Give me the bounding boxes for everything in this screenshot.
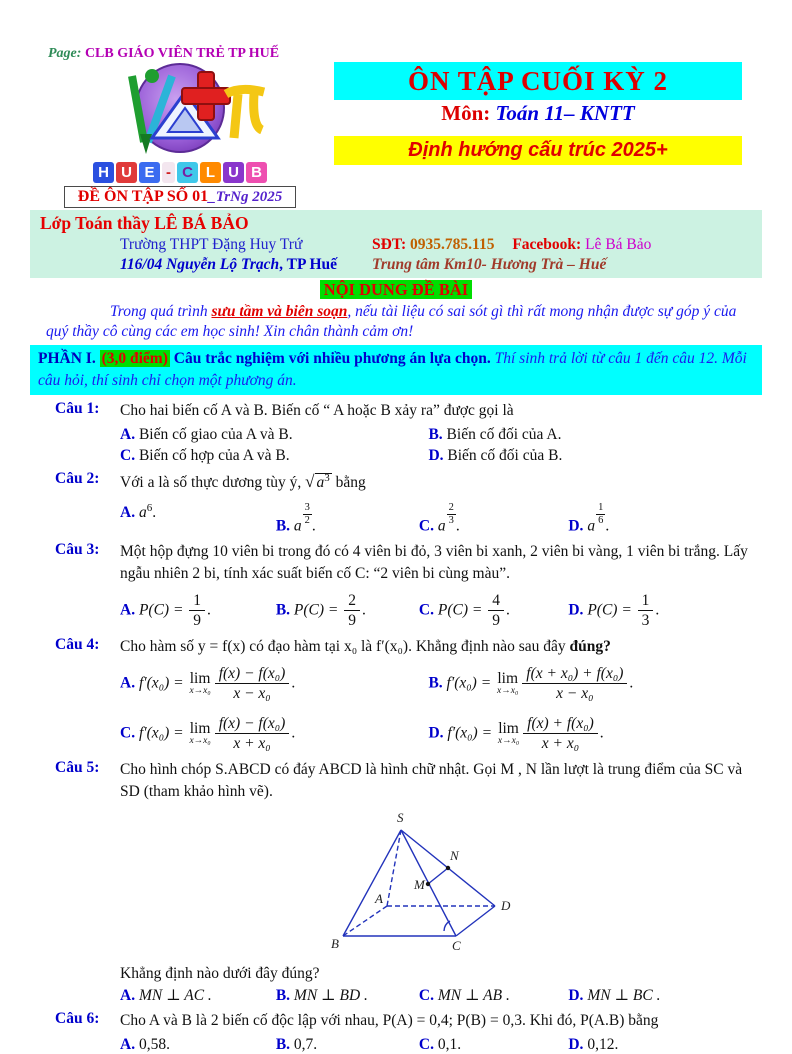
- question-4-text: Cho hàm số y = f(x) có đạo hàm tại x₀ là f′(x₀). Khẳng định nào sau đây đúng?: [120, 637, 611, 655]
- question-5-subtext: Khẳng định nào dưới đây đúng?: [120, 964, 320, 982]
- q5-option-a: A. MN ⊥ AC .: [120, 986, 212, 1004]
- vertex-label-D: D: [501, 897, 511, 913]
- facebook-label: Facebook:: [512, 236, 582, 253]
- q2-option-c: C. a $\frac{2}{3}$ .: [418, 502, 460, 535]
- subject-name: Toán 11– KNTT: [495, 101, 635, 125]
- content-header: [30, 280, 762, 300]
- exam-number-suffix: _TrNg 2025: [208, 189, 283, 205]
- math-club-logo-icon: [80, 64, 280, 156]
- intro-paragraph: Trong quá trình sưu tầm và biên soạn, nếu tài liệu có sai sót gì thì rất mong nhận được sự góp ý của quý thầy cô cùng các em học sinh! Xin chân thành cảm ơn!: [46, 303, 737, 341]
- q5-option-c: C. MN ⊥ AB .: [418, 986, 510, 1004]
- exam-number-box: [64, 186, 296, 208]
- sqrt-expression: √ $a^3$: [305, 471, 330, 491]
- q6-option-a: A. 0,58.: [120, 1036, 170, 1053]
- q3-option-b: B. P(C) = $\frac{2}{9}$ .: [275, 591, 366, 630]
- point-label-M: M: [414, 876, 425, 892]
- part1-points: (3,0 điểm): [101, 349, 168, 367]
- pyramid-diagram-icon: [313, 808, 563, 958]
- q1-option-c: C. Biến cố hợp của A và B.: [120, 446, 290, 464]
- hue-club-letters: [80, 162, 280, 183]
- vertex-label-A: A: [375, 890, 383, 906]
- page-label: Page:: [48, 46, 82, 61]
- school-row: [40, 236, 752, 254]
- q3-option-a: A. P(C) = $\frac{1}{9}$ .: [120, 591, 211, 630]
- q3-option-c: C. P(C) = $\frac{4}{9}$ .: [418, 591, 510, 630]
- question-2-text: Với a là số thực dương tùy ý, √ $a^3$ bằng: [120, 471, 366, 491]
- q4-option-a: A. f′(x₀) = lim x→x₀ $\frac{\text{f(x) − f(x₀)}}{\text{x − x₀}}$ .: [120, 665, 296, 703]
- question-4: [30, 636, 762, 754]
- phone-group: [372, 236, 651, 254]
- q6-option-d: D. 0,12.: [568, 1036, 619, 1053]
- question-1-number: Câu 1:: [55, 400, 100, 418]
- letter-block: -: [162, 162, 175, 183]
- question-5-text: Cho hình chóp S.ABCD có đáy ABCD là hình chữ nhật. Gọi M , N lần lượt là trung điểm của SC và SD (tham khảo hình vẽ).: [120, 760, 743, 801]
- question-3-text: Một hộp đựng 10 viên bi trong đó có 4 viên bi đỏ, 3 viên bi xanh, 2 viên bi vàng, 1 viên bi trắng. Lấy ngẫu nhiên 2 bi, tính xác suất biến cố C: “2 viên bi cùng màu”.: [120, 542, 748, 583]
- q6-option-b: B. 0,7.: [275, 1036, 318, 1053]
- question-1-text: Cho hai biến cố A và B. Biến cố “ A hoặc B xảy ra” được gọi là: [120, 402, 514, 420]
- q2-option-d: D. a $\frac{1}{6}$ .: [568, 502, 610, 535]
- question-2: [30, 470, 762, 536]
- question-6-number: Câu 6:: [55, 1009, 100, 1027]
- q1-option-d: D. Biến cố đối của B.: [428, 446, 563, 464]
- letter-block: U: [223, 162, 244, 183]
- letter-block: L: [200, 162, 221, 183]
- question-3: [30, 541, 762, 631]
- school-name: Trường THPT Đặng Huy Trứ: [120, 236, 303, 253]
- letter-block: E: [139, 162, 160, 183]
- pyramid-figure: [120, 808, 756, 963]
- center-address: Trung tâm Km10- Hương Trà – Huế: [372, 256, 607, 273]
- vertex-label-C: C: [452, 937, 461, 953]
- pi-icon: [226, 89, 264, 138]
- letter-block: U: [116, 162, 137, 183]
- question-6-text: Cho A và B là 2 biến cố độc lập với nhau, P(A) = 0,4; P(B) = 0,3. Khi đó, P(A.B) bằng: [120, 1011, 659, 1029]
- address-row: [40, 256, 752, 274]
- question-2-number: Câu 2:: [55, 469, 100, 487]
- point-label-N: N: [450, 847, 459, 863]
- orientation-text: Định hướng cấu trúc 2025+: [408, 139, 668, 161]
- header-right: [330, 46, 762, 208]
- class-name: Lớp Toán thầy LÊ BÁ BẢO: [40, 213, 249, 233]
- part1-label: PHẦN I.: [38, 349, 96, 367]
- question-5-number: Câu 5:: [55, 758, 100, 776]
- letter-block: B: [246, 162, 267, 183]
- part1-banner: [30, 345, 762, 395]
- club-name: CLB GIÁO VIÊN TRẺ TP HUẾ: [84, 46, 280, 61]
- orientation-banner: [334, 136, 742, 165]
- facebook-page-line: [48, 46, 330, 62]
- q4-option-d: D. f′(x₀) = lim x→x₀ $\frac{\text{f(x) + f(x₀)}}{\text{x + x₀}}$ .: [428, 714, 604, 753]
- vertex-label-B: B: [331, 935, 339, 951]
- letter-block: H: [93, 162, 114, 183]
- q2-option-a: A. $a^6$.: [120, 502, 157, 522]
- q5-option-b: B. MN ⊥ BD .: [275, 986, 368, 1004]
- intro-highlight: sưu tầm và biên soạn: [211, 303, 348, 320]
- facebook-name: Lê Bá Bảo: [585, 236, 652, 253]
- phone-label: SĐT:: [372, 236, 407, 253]
- q1-option-b: B. Biến cố đối của A.: [428, 425, 562, 443]
- part1-instruction-bold: Câu trắc nghiệm với nhiều phương án lựa chọn.: [169, 349, 495, 367]
- title-banner: [334, 62, 742, 100]
- q1-option-a: A. Biến cố giao của A và B.: [120, 425, 293, 443]
- phone-number: 0935.785.115: [410, 236, 495, 253]
- q4-option-b: B. f′(x₀) = lim x→x₀ $\frac{\text{f(x + x₀) + f(x₀)}}{\text{x − x₀}}$ .: [428, 665, 634, 703]
- part1-instruction-italic: Thí sinh trả lời từ câu 1 đến câu 12. Mỗi câu hỏi, thí sinh chỉ chọn một phương án.: [38, 349, 747, 389]
- subject-label: Môn:: [441, 101, 491, 125]
- club-logo: [80, 64, 280, 183]
- address: 116/04 Nguyễn Lộ Trạch, TP Huế: [120, 256, 338, 273]
- exam-number: ĐỀ ÔN TẬP SỐ 01: [77, 188, 209, 205]
- page-header: [30, 46, 762, 208]
- letter-block: C: [177, 162, 198, 183]
- q3-option-d: D. P(C) = $\frac{1}{3}$ .: [568, 591, 660, 630]
- question-3-number: Câu 3:: [55, 540, 100, 558]
- vertex-label-S: S: [397, 809, 404, 825]
- q4-option-c: C. f′(x₀) = lim x→x₀ $\frac{\text{f(x) − f(x₀)}}{\text{x + x₀}}$ .: [120, 714, 296, 753]
- content-header-label: NỘI DUNG ĐỀ BÀI: [320, 280, 472, 299]
- header-left: [30, 46, 330, 208]
- exam-title: ÔN TẬP CUỐI KỲ 2: [407, 66, 669, 96]
- question-4-number: Câu 4:: [55, 635, 100, 653]
- q2-option-b: B. a $\frac{3}{2}$ .: [275, 502, 316, 535]
- q6-option-c: C. 0,1.: [418, 1036, 462, 1053]
- q5-option-d: D. MN ⊥ BC .: [568, 986, 661, 1004]
- question-5: [30, 759, 762, 1005]
- question-1: [30, 400, 762, 464]
- subject-line: [334, 101, 742, 126]
- teacher-info-block: [30, 210, 762, 278]
- question-6: [30, 1010, 762, 1054]
